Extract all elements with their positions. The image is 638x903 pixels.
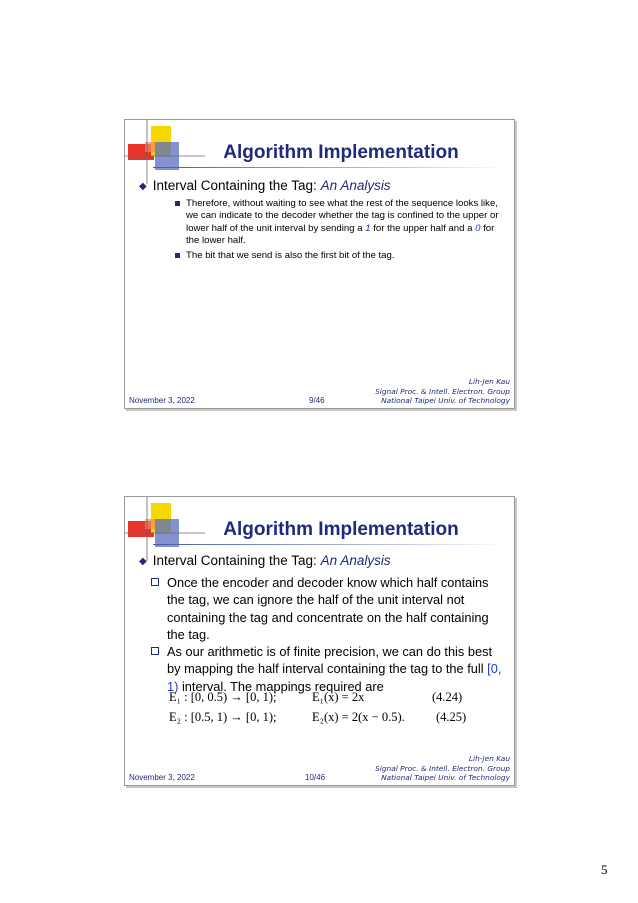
square-bullet-icon xyxy=(175,253,180,258)
document-page-number: 5 xyxy=(601,862,608,877)
sub-bullet-1: Therefore, without waiting to see what the rest of the sequence looks like, we can indicate to the decoder whether the tag is confined to the upper or lower half of the unit interval by sending a 1 for the upper half and a 0 for the lower half. xyxy=(186,198,504,248)
footer-author: Lih-Jen Kau Signal Proc. & Intell. Electron. Group National Taipei Univ. of Technology xyxy=(375,377,510,406)
title-underline xyxy=(153,544,508,545)
footer-page-number: 10/46 xyxy=(305,773,326,782)
heading-text: Interval Containing the Tag: xyxy=(152,553,321,568)
interval-highlight: [0, 1) xyxy=(167,661,502,694)
equation-4-24: E₁ : [0, 0.5) → [0, 1); E₁(x) = 2x (4.24) xyxy=(169,690,463,704)
heading-bullet xyxy=(139,553,391,568)
slide-9 xyxy=(124,119,515,409)
footer-page-number: 9/46 xyxy=(309,396,325,405)
equation-4-25: E₂ : [0.5, 1) → [0, 1); E₂(x) = 2(x − 0.5). (4.25) xyxy=(169,710,467,724)
footer-author: Lih-Jen Kau Signal Proc. & Intell. Electron. Group National Taipei Univ. of Technology xyxy=(375,754,510,783)
square-bullet-icon xyxy=(175,201,180,206)
footer-date: November 3, 2022 xyxy=(129,396,195,405)
diamond-bullet-icon: ◆ xyxy=(139,556,147,567)
sub-bullet-2: As our arithmetic is of finite precision, we can do this best by mapping the half interval containing the tag to the full [0, 1) interval. The mappings required are xyxy=(167,643,502,695)
hollow-square-bullet-icon xyxy=(151,578,159,586)
hollow-square-bullet-icon xyxy=(151,647,159,655)
title-underline xyxy=(153,167,508,168)
heading-text: Interval Containing the Tag: xyxy=(152,178,321,193)
slide-title: Algorithm Implementation xyxy=(223,142,459,163)
sub-bullet-2: The bit that we send is also the first bit of the tag. xyxy=(186,250,504,262)
heading-emphasis: An Analysis xyxy=(320,553,391,568)
bit-zero: 0 xyxy=(475,222,481,234)
footer-date: November 3, 2022 xyxy=(129,773,195,782)
heading-bullet xyxy=(139,178,391,193)
bit-one: 1 xyxy=(365,222,371,234)
slide-10 xyxy=(124,496,515,786)
slide-title: Algorithm Implementation xyxy=(223,519,459,540)
heading-emphasis: An Analysis xyxy=(320,178,391,193)
sub-bullet-1: Once the encoder and decoder know which half contains the tag, we can ignore the half of the unit interval not containing the tag and concentrate on the half containing the tag. xyxy=(167,574,502,643)
diamond-bullet-icon: ◆ xyxy=(139,181,147,192)
